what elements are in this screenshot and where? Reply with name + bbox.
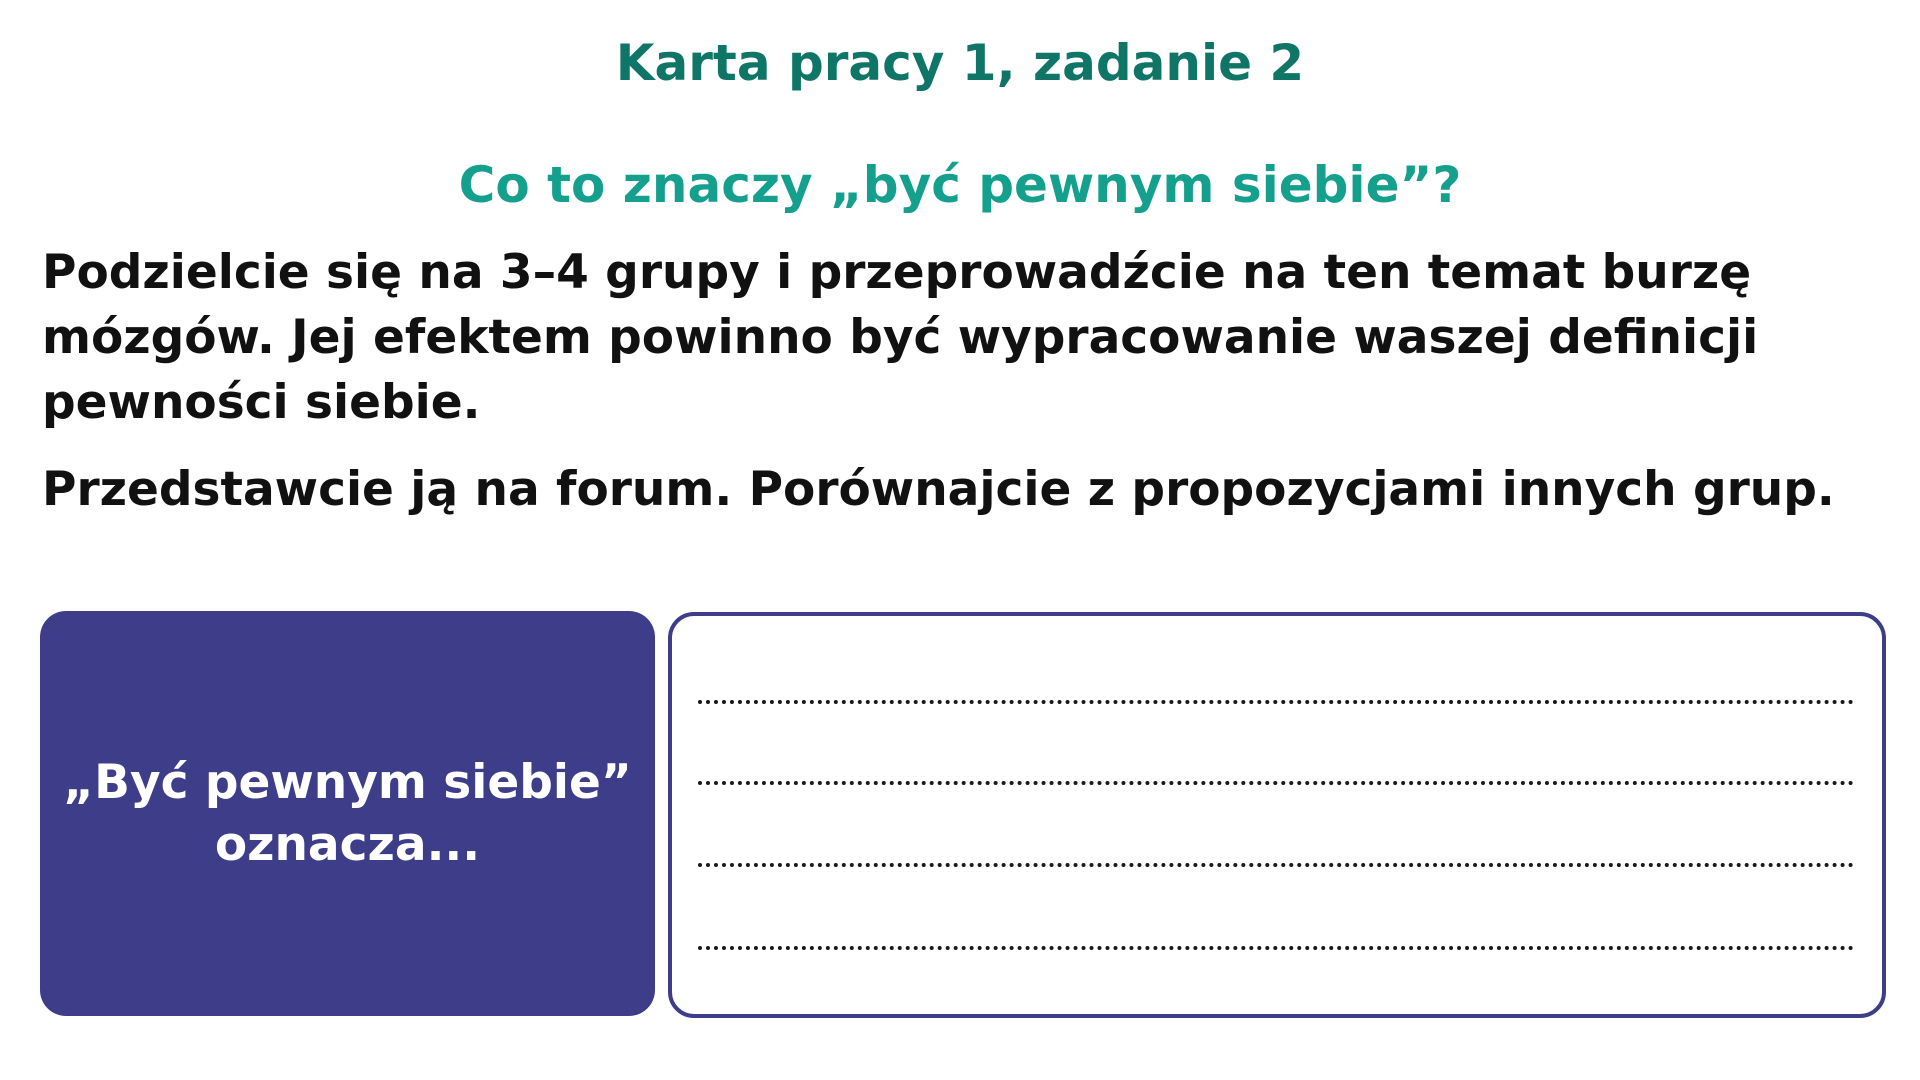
worksheet-title: Karta pracy 1, zadanie 2 [615,34,1305,92]
prompt-box [40,611,655,1016]
answer-line[interactable] [698,781,1854,785]
instruction-paragraph-2: Przedstawcie ją na forum. Porównajcie z propozycjami innych grup. [42,462,1835,517]
instructions [42,240,1872,522]
prompt-line-2: oznacza... [214,816,481,872]
answer-box[interactable] [668,612,1886,1018]
prompt-text [63,752,631,876]
answer-line[interactable] [698,946,1854,950]
question-heading: Co to znaczy „być pewnym siebie”? [458,156,1462,214]
answer-line[interactable] [698,700,1854,704]
prompt-line-1: „Być pewnym siebie” [63,754,632,810]
answer-line[interactable] [698,863,1854,867]
instruction-paragraph-1: Podzielcie się na 3–4 grupy i przeprowadźcie na ten temat burzę mózgów. Jej efektem powinno być wypracowanie waszej definicji pewności siebie. [42,245,1759,430]
